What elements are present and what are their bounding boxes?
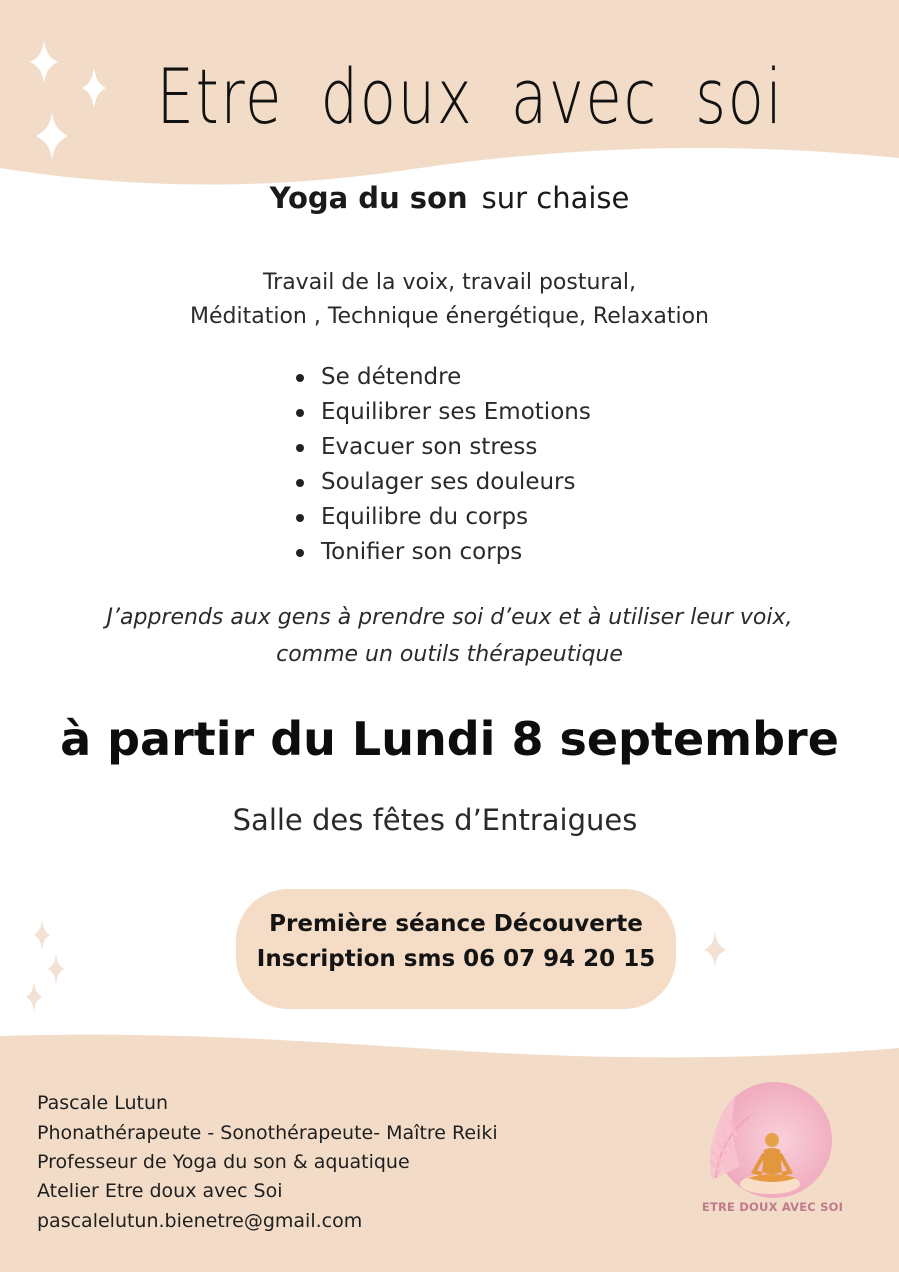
sparkle-icon-right: [700, 928, 730, 972]
callout-line-1: Première séance Découverte: [269, 911, 643, 937]
callout-line-2: Inscription sms 06 07 94 20 15: [256, 946, 656, 972]
quote-line-1: J’apprends aux gens à prendre soi d’eux et à utiliser leur voix,: [106, 605, 793, 630]
list-item: Equilibre du corps: [293, 500, 591, 535]
practices-line-1: Travail de la voix, travail postural,: [262, 270, 637, 295]
subtitle-bold: Yoga du son: [269, 181, 468, 215]
author-roles: Phonathérapeute - Sonothérapeute- Maître Reiki: [37, 1122, 498, 1144]
list-item: Tonifier son corps: [293, 535, 591, 570]
author-name: Pascale Lutun: [37, 1092, 169, 1114]
subtitle: [0, 181, 899, 215]
signup-callout: [236, 889, 676, 1009]
start-date: à partir du Lundi 8 septembre: [60, 712, 839, 766]
sparkle-icon-group-left: [20, 915, 80, 1015]
list-item: Soulager ses douleurs: [293, 465, 591, 500]
list-item: Equilibrer ses Emotions: [293, 395, 591, 430]
author-teacher: Professeur de Yoga du son & aquatique: [37, 1151, 410, 1173]
page-title: Etre doux avec soi: [156, 52, 784, 141]
benefits-list: [293, 360, 591, 570]
subtitle-regular: sur chaise: [481, 181, 630, 215]
list-item: Evacuer son stress: [293, 430, 591, 465]
practices-line-2: Méditation , Technique énergétique, Relaxation: [190, 304, 709, 329]
quote-line-2: comme un outils thérapeutique: [276, 642, 623, 667]
list-item: Se détendre: [293, 360, 591, 395]
logo-wordmark: ETRE DOUX AVEC SOI: [701, 1200, 844, 1214]
venue: Salle des fêtes d’Entraigues: [232, 803, 638, 837]
author-workshop: Atelier Etre doux avec Soi: [37, 1180, 283, 1202]
contact-email: pascalelutun.bienetre@gmail.com: [37, 1210, 363, 1232]
